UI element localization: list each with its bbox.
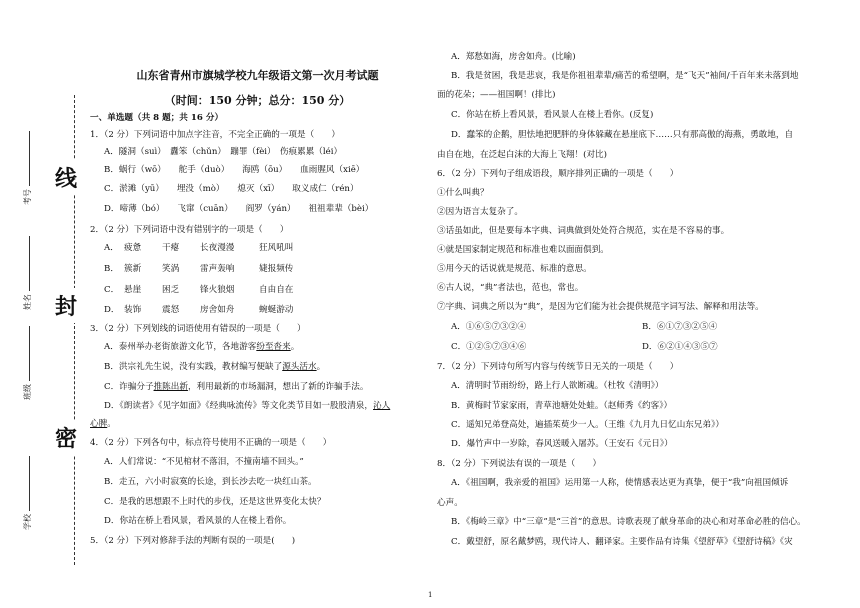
q6-item-2: ②因为语言太复杂了。 [437, 207, 523, 217]
q7-option-b: B．黄梅时节家家雨，青草池塘处处蛙。（赵师秀《约客》） [451, 401, 673, 411]
q8-option-b: B．《梅岭三章》中“三章”是“三首”的意思。诗歌表现了献身革命的决心和对革命必胜的信心。 [451, 517, 806, 527]
seal-char-feng: 封 [55, 288, 77, 323]
field-exam-number: 考号 [22, 131, 33, 205]
q6-item-5: ⑤用今天的话说就是规范、标准的意思。 [437, 264, 592, 274]
q6-option-a: A．①⑥⑤⑦③②④ [451, 322, 526, 332]
q4-option-c: C．是我的思想跟不上时代的步伐，还是这世界变化太快？ [104, 497, 326, 507]
page-number: 1 [428, 591, 433, 599]
q2-stem: 2．（2 分）下列词语中没有错别字的一项是（ ） [90, 225, 289, 235]
q5-stem: 5．（2 分）下列对修辞手法的判断有误的一项是( ) [90, 536, 296, 546]
q6-option-c: C．①②⑤⑦③④⑥ [451, 342, 527, 352]
q3-option-a: A．泰州举办老街旅游文化节，各地游客纷至沓来。 [104, 342, 300, 352]
q5-option-c: C．你站在桥上看风景，看风景人在楼上看你。(反复) [451, 110, 654, 120]
field-name: 姓名 [22, 236, 33, 310]
q8-option-a: A．《祖国啊，我亲爱的祖国》运用第一人称，使情感表达更为真挚，便于“我”向祖国倾诉 [451, 478, 789, 488]
q3-option-c: C．诈骗分子推陈出新，利用最新的市场漏洞，想出了新的诈骗手法。 [104, 382, 369, 392]
q3-option-d-cont: 心脾。 [90, 419, 116, 429]
q4-option-a: A．人们常说：“不见棺材不落泪，不撞南墙不回头。” [104, 457, 304, 467]
q1-stem: 1．（2 分）下列词语中加点字注音，不完全正确的一项是（ ） [90, 130, 340, 140]
exam-subtitle: （时间：150 分钟；总分：150 分） [164, 94, 351, 107]
q7-stem: 7．（2 分）下列诗句所写内容与传统节日无关的一项是（ ） [437, 362, 679, 372]
q6-item-7: ⑦字典、词典之所以为“典”，是因为它们能为社会提供规范字词写法、解释和用法等。 [437, 302, 764, 312]
q6-item-6: ⑥古人说，“典”者法也，范也，常也。 [437, 283, 584, 293]
q1-option-a: A．隧洞（suì） 纛笨（chǔn） 蹦罪（fèi） 伤痕累累（léi） [104, 147, 343, 157]
q5-option-b: B．我是贫困，我是悲哀，我是你祖祖辈辈/痛苦的希望啊，是“飞天”袖间/千百年来未落到地 [451, 71, 799, 81]
q3-option-d: D．《朗读者》《见字如面》《经典咏流传》等文化类节目如一股股清泉，沁人 [104, 401, 391, 411]
q8-option-a-cont: 心声。 [437, 498, 463, 508]
q7-option-a: A．清明时节雨纷纷，路上行人欲断魂。（杜牧《清明》） [451, 381, 664, 391]
q5-option-d: D．蠢笨的企鹅，胆怯地把肥胖的身体躲藏在悬崖底下……只有那高傲的海燕，勇敢地，自 [451, 130, 794, 140]
q7-option-d: D．爆竹声中一岁除，春风送暖入屠苏。（王安石《元日》） [451, 439, 673, 449]
q8-option-c: C．戴望舒，原名戴梦鸥，现代诗人、翻译家。主要作品有诗集《望舒草》《望舒诗稿》《灾 [451, 537, 793, 547]
q5-option-a: A．郑愁如海，房舍如舟。(比喻) [451, 52, 576, 62]
q1-option-d: D．啼薄（bó） 飞窜（cuān） 阎罗（yán） 祖祖辈辈（bèi） [104, 204, 374, 214]
q6-stem: 6．（2 分）下列句子组成语段，顺序排列正确的一项是（ ） [437, 169, 679, 179]
q3-option-b: B．洪宗礼先生说，没有实践，教材编写便缺了源头活水。 [104, 362, 326, 372]
q8-stem: 8．（2 分）下列说法有误的一项是（ ） [437, 459, 602, 469]
field-school: 学校 [22, 456, 33, 530]
q1-option-b: B．蜗行（wō） 舵手（duò） 海鸥（ōu） 血雨腥风（xiē） [104, 165, 365, 175]
q6-option-b: B．⑥①⑦③②⑤④ [642, 322, 718, 332]
section-heading: 一、单选题（共 8 题；共 16 分） [90, 113, 224, 123]
seal-char-mi: 密 [55, 420, 77, 455]
seal-char-xian: 线 [55, 160, 77, 195]
q4-option-d: D．你站在桥上看风景，看风景的人在楼上看你。 [104, 516, 292, 526]
q6-item-3: ③话虽如此，但是要每本字典、词典做到处处符合规范，实在是不容易的事。 [437, 226, 730, 236]
binding-margin [0, 0, 100, 608]
q1-option-c: C．淤滩（yū） 埋没（mò） 熄灭（xī） 取义成仁（rén） [104, 184, 359, 194]
q6-item-4: ④就是国家制定规范和标准也难以面面俱到。 [437, 245, 609, 255]
exam-title: 山东省青州市旗城学校九年级语文第一次月考试题 [136, 69, 379, 82]
q6-item-1: ①什么叫典？ [437, 188, 489, 198]
field-class: 班级 [22, 326, 33, 400]
q4-stem: 4．（2 分）下列各句中，标点符号使用不正确的一项是（ ） [90, 438, 332, 448]
q5-option-d-cont: 由自在地，在泛起白沫的大海上飞翔！(对比) [437, 150, 607, 160]
q6-option-d: D．⑥②①④③⑤⑦ [642, 342, 718, 352]
q3-stem: 3．（2 分）下列划线的词语使用有错误的一项是（ ） [90, 324, 306, 334]
q5-option-b-cont: 面的花朵；——祖国啊！(排比) [437, 90, 556, 100]
q4-option-b: B．走五，六小时寂寞的长途，到长沙去吃一块红山茶。 [104, 477, 317, 487]
q7-option-c: C．遥知兄弟登高处，遍插茱萸少一人。（王维《九月九日忆山东兄弟》） [451, 420, 724, 430]
